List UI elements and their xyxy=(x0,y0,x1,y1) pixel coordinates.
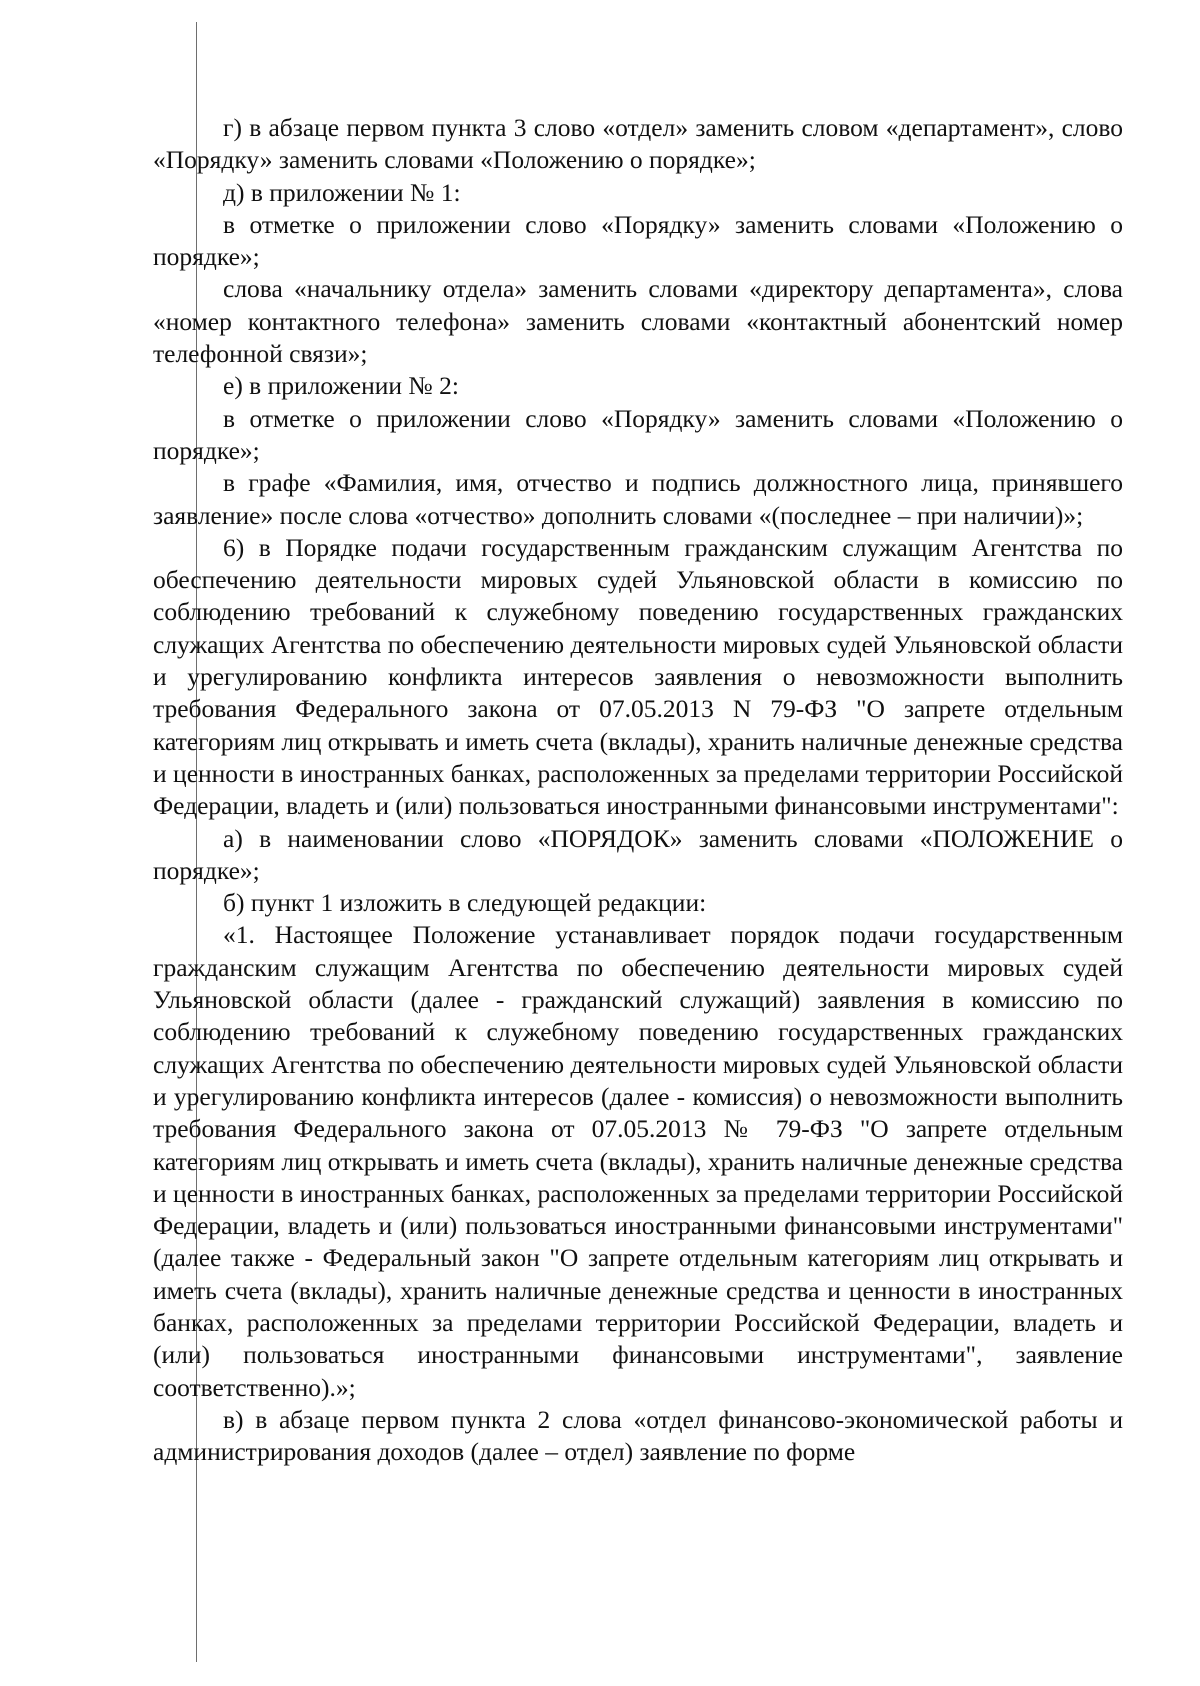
paragraph-12: в) в абзаце первом пункта 2 слова «отдел финансово-экономической работы и администрирования доходов (далее – отдел) заявление по форме xyxy=(153,1404,1123,1467)
paragraph-3: в отметке о приложении слово «Порядку» заменить словами «Положению о порядке»; xyxy=(153,209,1123,272)
paragraph-9: а) в наименовании слово «ПОРЯДОК» заменить словами «ПОЛОЖЕНИЕ о порядке»; xyxy=(153,823,1123,885)
paragraph-2: д) в приложении № 1: xyxy=(223,177,461,207)
paragraph-7: в графе «Фамилия, имя, отчество и подпись должностного лица, принявшего заявление» после слова «отчество» дополнить словами «(последнее – при наличии)»; xyxy=(153,468,1123,530)
paragraph-8: 6) в Порядке подачи государственным гражданским служащим Агентства по обеспечению деятельности мировых судей Ульяновской области в комиссию по соблюдению требований к служебному поведению государственных гражданских служащих Агентства по обеспечению деятельности мировых судей Ульяновской области и урегулированию конфликта интересов заявления о невозможности выполнить требования Федерального закона от 07.05.2013 N 79-ФЗ "О запрете отдельным категориям лиц открывать и иметь счета (вклады), хранить наличные денежные средства и ценности в иностранных банках, расположенных за пределами территории Российской Федерации, владеть и (или) пользоваться иностранными финансовыми инструментами": xyxy=(153,532,1123,821)
document-body xyxy=(153,112,1123,1468)
paragraph-4: слова «начальнику отдела» заменить словами «директору департамента», слова «номер контактного телефона» заменить словами «контактный абонентский номер телефонной связи»; xyxy=(153,274,1123,369)
paragraph-6: в отметке о приложении слово «Порядку» заменить словами «Положению о порядке»; xyxy=(153,403,1123,465)
paragraph-1: г) в абзаце первом пункта 3 слово «отдел» заменить словом «департамент», слово «Порядку» заменить словами «Положению о порядке»; xyxy=(153,113,1123,175)
paragraph-5: е) в приложении № 2: xyxy=(223,371,459,401)
paragraph-11: «1. Настоящее Положение устанавливает порядок подачи государственным гражданским служащим Агентства по обеспечению деятельности мировых судей Ульяновской области (далее - гражданский служащий) заявления в комиссию по соблюдению требований к служебному поведению государственных гражданских служащих Агентства по обеспечению деятельности мировых судей Ульяновской области и урегулированию конфликта интересов (далее - комиссия) о невозможности выполнить требования Федерального закона от 07.05.2013 № 79-ФЗ "О запрете отдельным категориям лиц открывать и иметь счета (вклады), хранить наличные денежные средства и ценности в иностранных банках, расположенных за пределами территории Российской Федерации, владеть и (или) пользоваться иностранными финансовыми инструментами" (далее также - Федеральный закон "О запрете отдельным категориям лиц открывать и иметь счета (вклады), хранить наличные денежные средства и ценности в иностранных банках, расположенных за пределами территории Российской Федерации, владеть и (или) пользоваться иностранными финансовыми инструментами", заявление соответственно).»; xyxy=(153,920,1123,1402)
paragraph-10: б) пункт 1 изложить в следующей редакции: xyxy=(223,888,707,918)
